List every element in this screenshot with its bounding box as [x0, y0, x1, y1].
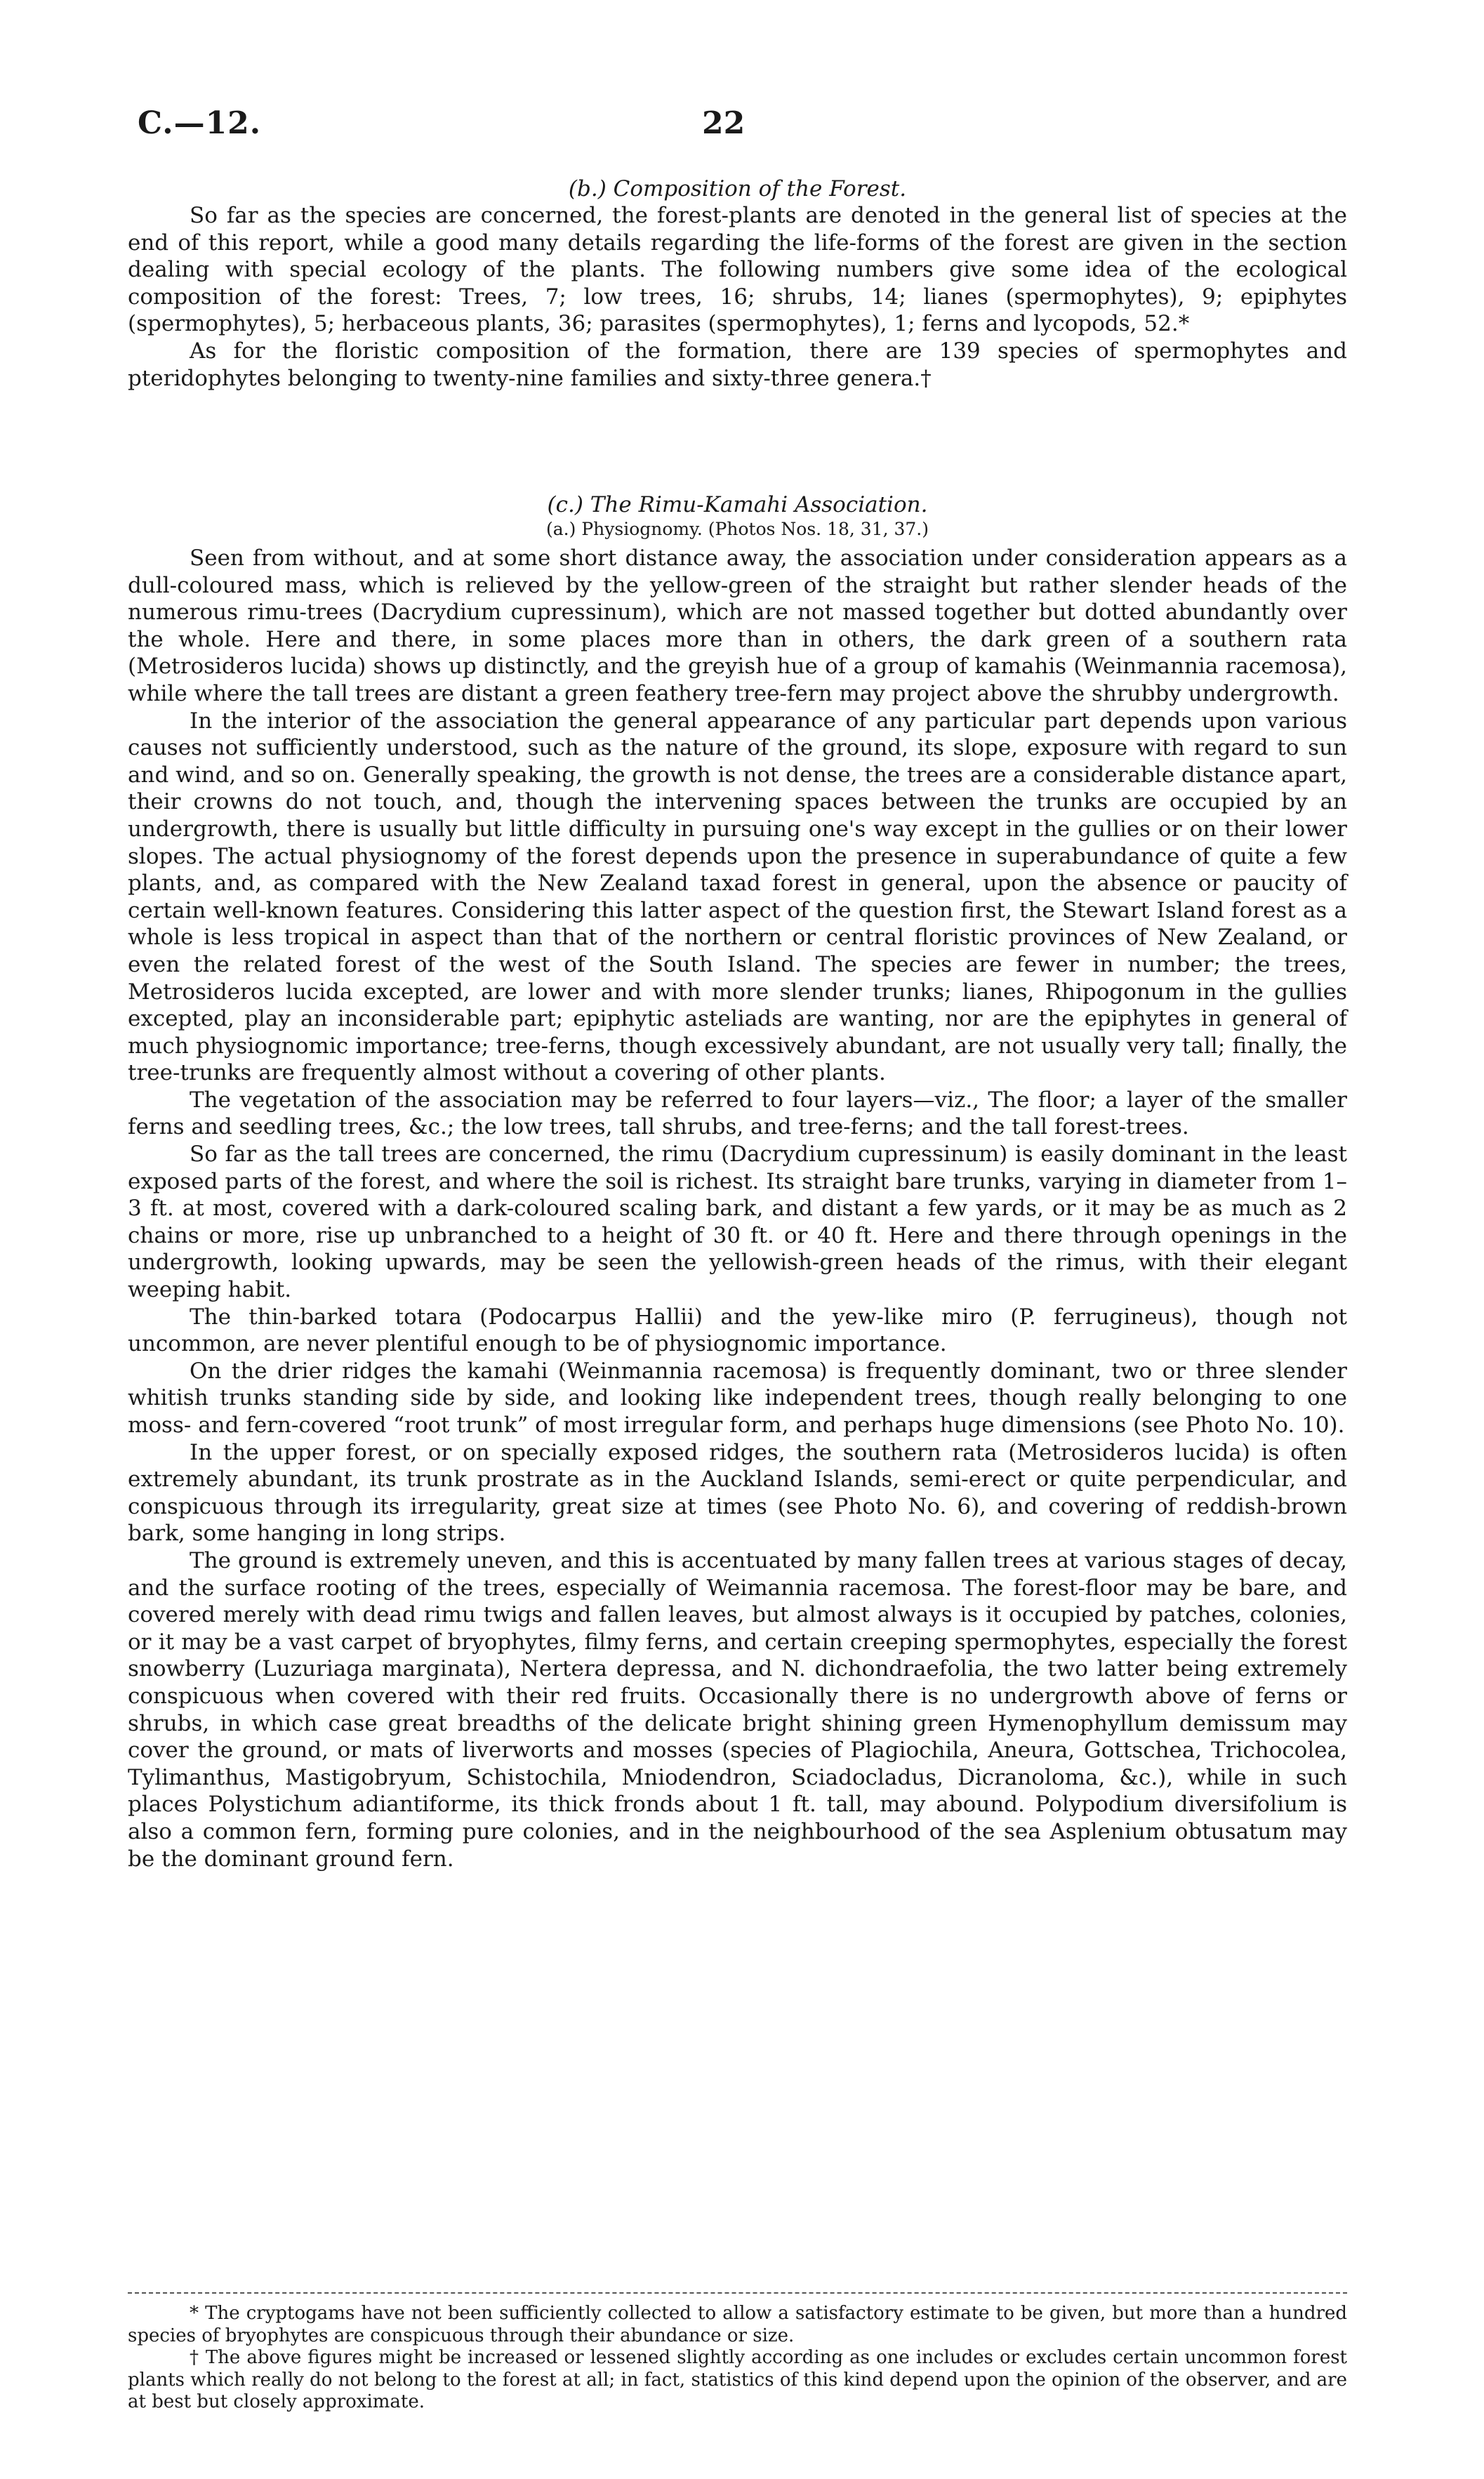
- paragraph: The ground is extremely uneven, and this is accentuated by many fallen trees at various stages of decay, and the surface rooting of the trees, especially of Weimannia racemosa. The forest-floor may be bare, and covered merely with dead rimu twigs and fallen leaves, but almost always is it occupied by patches, colonies, or it may be a vast carpet of bryophytes, filmy ferns, and certain creeping spermophytes, especially the forest snowberry (Luzuriaga marginata), Nertera depressa, and N. dichondraefolia, the two latter being extremely conspicuous when covered with their red fruits. Occasionally there is no undergrowth above of ferns or shrubs, in which case great breadths of the delicate bright shining green Hymenophyllum demissum may cover the ground, or mats of liverworts and mosses (species of Plagiochila, Aneura, Gottschea, Trichocolea, Tylimanthus, Mastigobryum, Schistochila, Mniodendron, Sciadocladus, Dicranoloma, &c.), while in such places Polystichum adiantiforme, its thick fronds about 1 ft. tall, may abound. Polypodium diversifolium is also a common fern, forming pure colonies, and in the neighbourhood of the sea Asplenium obtusatum may be the dominant ground fern.: [128, 1547, 1347, 1872]
- paragraph: So far as the species are concerned, the forest-plants are denoted in the general list of species at the end of this report, while a good many details regarding the life-forms of the forest are given in the section dealing with special ecology of the plants. The following numbers give some idea of the ecological composition of the forest: Trees, 7; low trees, 16; shrubs, 14; lianes (spermophytes), 9; epiphytes (spermophytes), 5; herbaceous plants, 36; parasites (spermophytes), 1; ferns and lycopods, 52.*: [128, 203, 1347, 337]
- page-number: 22: [702, 105, 746, 141]
- paragraph: Seen from without, and at some short distance away, the association under consideration appears as a dull-coloured mass, which is relieved by the yellow-green of the straight but rather slender heads of the numerous rimu-trees (Dacrydium cupressinum), which are not massed together but dotted abundantly over the whole. Here and there, in some places more than in others, the dark green of a southern rata (Metrosideros lucida) shows up distinctly, and the greyish hue of a group of kamahis (Weinmannia racemosa), while where the tall trees are distant a green feathery tree-fern may project above the shrubby undergrowth.: [128, 546, 1347, 706]
- footnote-divider: [128, 2292, 1347, 2294]
- paragraph: The vegetation of the association may be referred to four layers—viz., The floor; a layer of the smaller ferns and seedling trees, &c.; the low trees, tall shrubs, and tree-ferns; and the tall forest-trees.: [128, 1087, 1347, 1140]
- paragraph: In the upper forest, or on specially exposed ridges, the southern rata (Metrosideros lucida) is often extremely abundant, its trunk prostrate as in the Auckland Islands, semi-erect or quite perpendicular, and conspicuous through its irregularity, great size at times (see Photo No. 6), and covering of reddish-brown bark, some hanging in long strips.: [128, 1439, 1347, 1547]
- section-rimu-kamahi: [128, 491, 1347, 1872]
- footnotes: [128, 2303, 1347, 2414]
- paragraph: In the interior of the association the general appearance of any particular part depends upon various causes not sufficiently understood, such as the nature of the ground, its slope, exposure with regard to sun and wind, and so on. Generally speaking, the growth is not dense, the trees are a considerable distance apart, their crowns do not touch, and, though the intervening spaces between the trunks are occupied by an undergrowth, there is usually but little difficulty in pursuing one's way except in the gullies or on their lower slopes. The actual physiognomy of the forest depends upon the presence in superabundance of quite a few plants, and, as compared with the New Zealand taxad forest in general, upon the absence or paucity of certain well-known features. Considering this latter aspect of the question first, the Stewart Island forest as a whole is less tropical in aspect than that of the northern or central floristic provinces of New Zealand, or even the related forest of the west of the South Island. The species are fewer in number; the trees, Metrosideros lucida excepted, are lower and with more slender trunks; lianes, Rhipogonum in the gullies excepted, play an inconsiderable part; epiphytic asteliads are wanting, nor are the epiphytes in general of much physiognomic importance; tree-ferns, though excessively abundant, are not usually very tall; finally, the tree-trunks are frequently almost without a covering of other plants.: [128, 708, 1347, 1086]
- paragraph: The thin-barked totara (Podocarpus Hallii) and the yew-like miro (P. ferrugineus), though not uncommon, are never plentiful enough to be of physiognomic importance.: [128, 1304, 1347, 1357]
- section-heading-composition: (b.) Composition of the Forest.: [568, 176, 907, 201]
- paragraph: So far as the tall trees are concerned, the rimu (Dacrydium cupressinum) is easily dominant in the least exposed parts of the forest, and where the soil is richest. Its straight bare trunks, varying in diameter from 1–3 ft. at most, covered with a dark-coloured scaling bark, and distant a few yards, or it may be as much as 2 chains or more, rise up unbranched to a height of 30 ft. or 40 ft. Here and there through openings in the undergrowth, looking upwards, may be seen the yellowish-green heads of the rimus, with their elegant weeping habit.: [128, 1142, 1347, 1303]
- paragraph: On the drier ridges the kamahi (Weinmannia racemosa) is frequently dominant, two or three slender whitish trunks standing side by side, and looking like independent trees, though really belonging to one moss- and fern-covered “root trunk” of most irregular form, and perhaps huge dimensions (see Photo No. 10).: [128, 1358, 1347, 1438]
- footnote: † The above figures might be increased or lessened slightly according as one includes or excludes certain uncommon forest plants which really do not belong to the forest at all; in fact, statistics of this kind depend upon the opinion of the observer, and are at best but closely approximate.: [128, 2347, 1347, 2412]
- document-code: C.—12.: [138, 105, 262, 141]
- section-composition: [128, 176, 1347, 392]
- section-heading-rimu-kamahi: (c.) The Rimu-Kamahi Association.: [547, 492, 928, 517]
- footnote: * The cryptogams have not been sufficiently collected to allow a satisfactory estimate to be given, but more than a hundred species of bryophytes are conspicuous through their abundance or size.: [128, 2303, 1347, 2346]
- subsection-heading-physiognomy: (a.) Physiognomy. (Photos Nos. 18, 31, 37.): [546, 519, 929, 539]
- paragraph: As for the floristic composition of the formation, there are 139 species of spermophytes and pteridophytes belonging to twenty-nine families and sixty-three genera.†: [128, 338, 1347, 391]
